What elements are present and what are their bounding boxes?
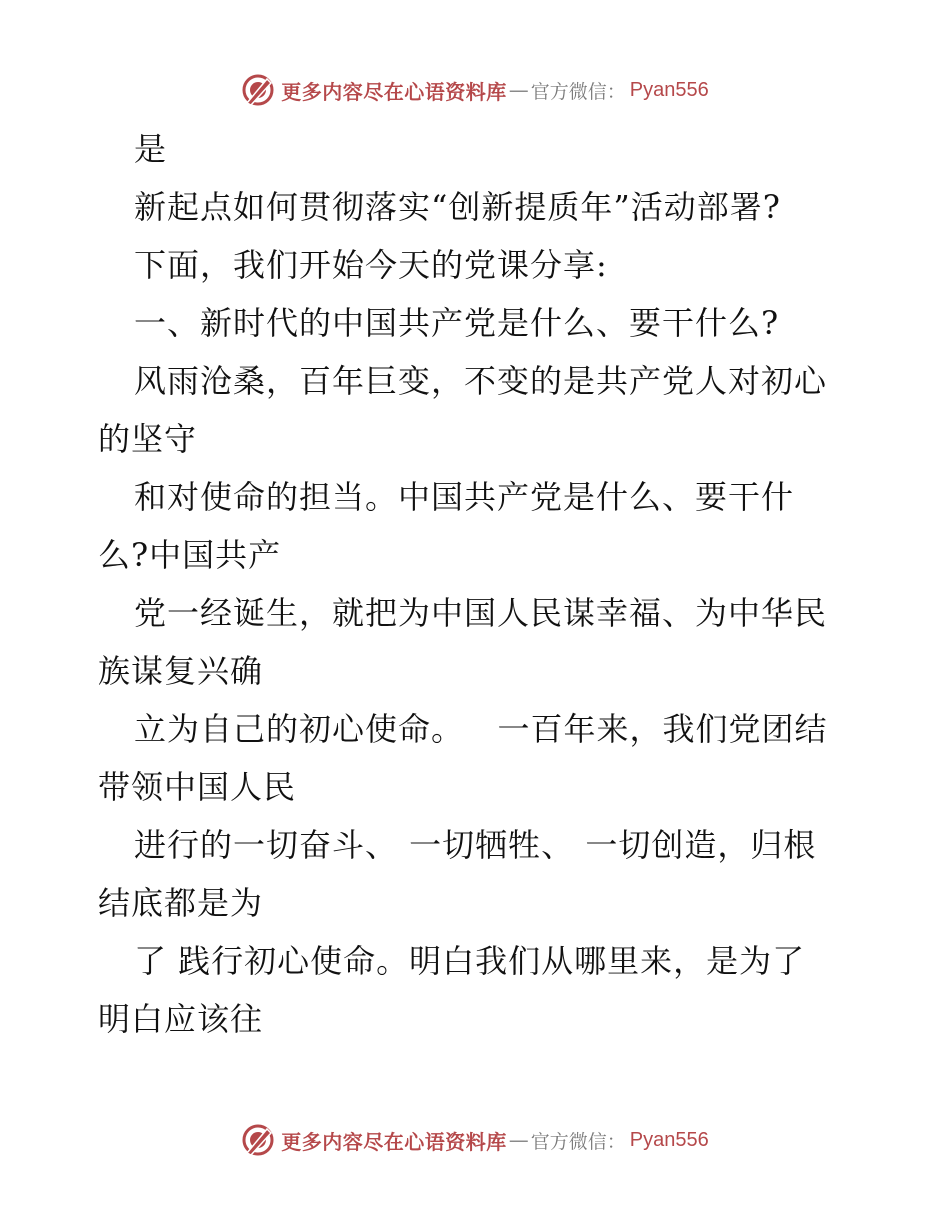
pen-logo-icon xyxy=(241,1123,275,1157)
paragraph-line: 立为自己的初心使命。 一百年来，我们党团结 xyxy=(134,710,828,748)
paragraph-line: 新起点如何贯彻落实“创新提质年”活动部署? xyxy=(134,188,781,226)
paragraph-line: 和对使命的担当。中国共产党是什么、要干什 xyxy=(134,478,795,516)
paragraph-line: 结底都是为 xyxy=(98,884,264,922)
wechat-label: 官方微信： xyxy=(530,1130,626,1153)
banner-separator: — xyxy=(508,78,529,102)
document-body xyxy=(98,120,858,1048)
paragraph-line: 下面，我们开始今天的党课分享: xyxy=(134,246,608,284)
paragraph-line: 进行的一切奋斗、 一切牺牲、 一切创造，归根 xyxy=(134,826,817,864)
paragraph-line: 带领中国人民 xyxy=(98,768,297,806)
paragraph-line: 风雨沧桑，百年巨变，不变的是共产党人对初心 xyxy=(134,362,828,400)
wechat-label: 官方微信： xyxy=(530,80,626,103)
paragraph-line: 了 践行初心使命。明白我们从哪里来，是为了 xyxy=(134,942,806,980)
paragraph-line: 明白应该往 xyxy=(98,1000,264,1038)
paragraph-line: 族谋复兴确 xyxy=(98,652,264,690)
section-heading: 一、新时代的中国共产党是什么、要干什么? xyxy=(134,304,780,342)
paragraph-line: 党一经诞生，就把为中国人民谋幸福、为中华民 xyxy=(134,594,828,632)
wechat-id: Pyan556 xyxy=(629,1128,709,1151)
banner-text: 更多内容尽在心语资料库 xyxy=(281,1129,507,1154)
paragraph-line: 是 xyxy=(134,130,168,168)
banner-separator: — xyxy=(508,1128,529,1152)
paragraph-line: 么?中国共产 xyxy=(98,536,282,574)
pen-logo-icon xyxy=(241,73,275,107)
header-banner xyxy=(0,70,950,110)
wechat-id: Pyan556 xyxy=(629,78,709,101)
footer-banner xyxy=(0,1120,950,1160)
paragraph-line: 的坚守 xyxy=(98,420,198,458)
banner-text: 更多内容尽在心语资料库 xyxy=(281,79,507,104)
